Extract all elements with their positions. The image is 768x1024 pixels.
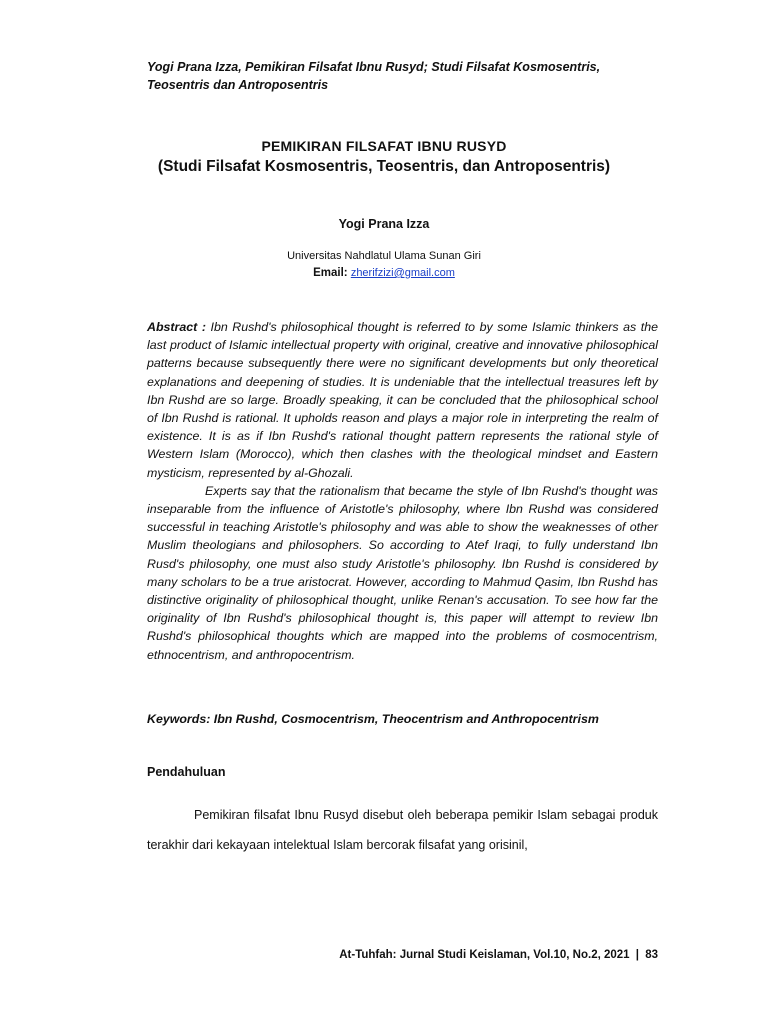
email-label: Email:	[313, 267, 348, 279]
email-line	[100, 266, 668, 281]
footer-page-number: 83	[645, 949, 658, 961]
abstract-label: Abstract :	[147, 320, 206, 334]
paper-title: PEMIKIRAN FILSAFAT IBNU RUSYD	[261, 138, 507, 154]
running-header: Yogi Prana Izza, Pemikiran Filsafat Ibnu Rusyd; Studi Filsafat Kosmosentris, Teosentris dan Antroposentris	[147, 60, 601, 92]
paper-subtitle: (Studi Filsafat Kosmosentris, Teosentris, dan Antroposentris)	[157, 158, 611, 175]
abstract-paragraph-1	[147, 318, 658, 482]
abstract-text-1: Ibn Rushd's philosophical thought is referred to by some Islamic thinkers as the last product of Islamic intellectual property with original, creative and innovative philosophical patterns because subsequently there were no significant developments but only theoretical explanations and deepening of studies. It is undeniable that the intellectual treasures left by Ibn Rushd are so large. Broadly speaking, it can be concluded that the philosophical school of Ibn Rushd is rational. It upholds reason and plays a major role in interpreting the realm of existence. It is as if Ibn Rushd's rational thought pattern represents the rational style of Western Islam (Morocco), which then clashes with the theological mindset and Eastern mysticism, represented by al-Ghozali.	[147, 320, 658, 480]
body-paragraph: Pemikiran filsafat Ibnu Rusyd disebut oleh beberapa pemikir Islam sebagai produk terakhir dari kekayaan intelektual Islam bercorak filsafat yang orisinil,	[147, 808, 658, 852]
footer-journal: At-Tuhfah: Jurnal Studi Keislaman, Vol.10, No.2, 2021	[339, 949, 630, 961]
keywords: Keywords: Ibn Rushd, Cosmocentrism, Theocentrism and Anthropocentrism	[147, 712, 599, 726]
page-footer	[339, 947, 658, 963]
section-heading: Pendahuluan	[147, 765, 226, 779]
email-link[interactable]: zherifzizi@gmail.com	[350, 267, 455, 279]
abstract	[147, 318, 658, 664]
author-name: Yogi Prana Izza	[338, 217, 430, 231]
body-text	[147, 800, 658, 860]
author-affiliation: Universitas Nahdlatul Ulama Sunan Giri	[287, 250, 481, 262]
footer-separator: |	[635, 949, 639, 961]
abstract-paragraph-2: Experts say that the rationalism that became the style of Ibn Rushd's thought was inseparable from the influence of Aristotle's philosophy, where Ibn Rushd was considered successful in teaching Aristotle's philosophy and was able to show the weaknesses of other Muslim theologians and philosophers. So according to Atef Iraqi, to fully understand Ibn Rusd's philosophy, one must also study Aristotle's philosophy. Ibn Rushd is considered by many scholars to be a true aristocrat. However, according to Mahmud Qasim, Ibn Rushd has distinctive originality of philosophical thought, unlike Renan's accusation. To see how far the originality of Ibn Rushd's philosophical thought is, this paper will attempt to review Ibn Rushd's philosophical thoughts which are mapped into the problems of cosmocentrism, ethnocentrism, and anthropocentrism.	[147, 483, 658, 662]
title-block	[100, 136, 668, 178]
